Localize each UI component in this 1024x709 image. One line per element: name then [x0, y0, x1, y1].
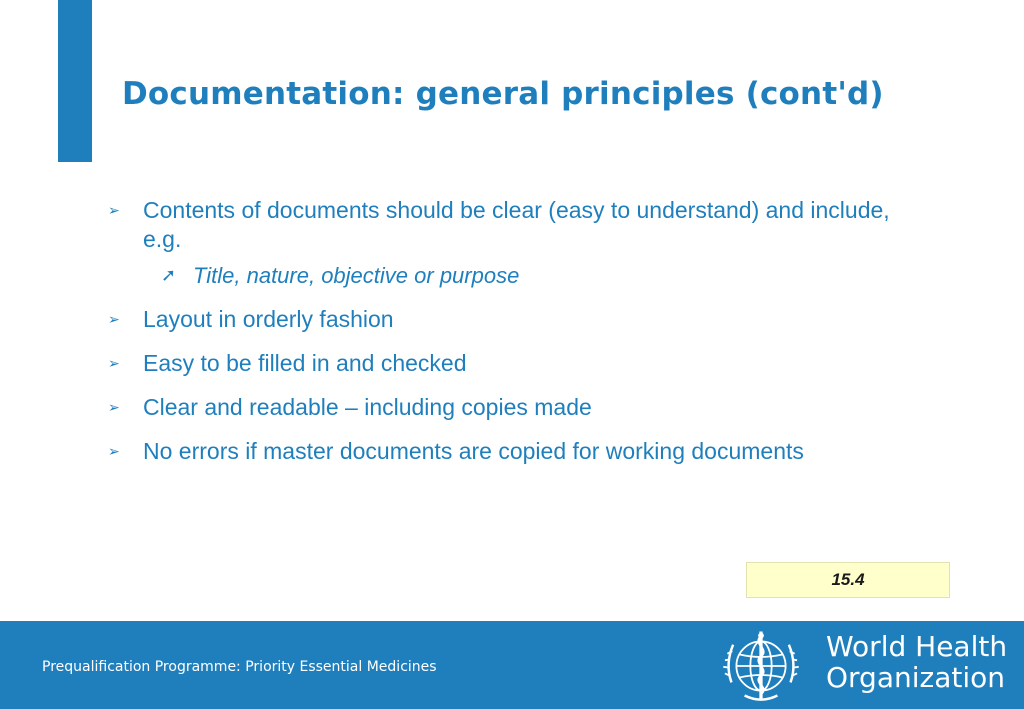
footer-programme-text: Prequalification Programme: Priority Essential Medicines: [42, 659, 437, 675]
bullet-text: Clear and readable – including copies made: [143, 394, 592, 420]
slide-title: Documentation: general principles (cont'd): [122, 76, 884, 112]
bullet-text: No errors if master documents are copied for working documents: [143, 438, 804, 464]
bullet-list: [108, 196, 928, 481]
bullet-text: Contents of documents should be clear (easy to understand) and include, e.g.: [143, 197, 890, 252]
bullet-text: Easy to be filled in and checked: [143, 350, 467, 376]
bullet-item: [108, 437, 928, 466]
bullet-marker-icon: ➢: [108, 311, 120, 327]
title-accent-bar: [58, 0, 92, 162]
organization-name-line2: Organization: [826, 661, 1006, 694]
bullet-item: [108, 349, 928, 378]
bullet-item: [108, 196, 928, 254]
bullet-marker-icon: ➢: [108, 399, 120, 415]
who-emblem-icon: [720, 625, 802, 707]
sub-bullet-marker-icon: ➚: [161, 265, 177, 285]
bullet-marker-icon: ➢: [108, 355, 120, 371]
sub-bullet-text: Title, nature, objective or purpose: [193, 263, 520, 288]
bullet-item: [108, 305, 928, 334]
footer-bar: [0, 621, 1024, 709]
organization-name: [826, 631, 1007, 693]
slide-number-badge: 15.4: [746, 562, 950, 598]
bullet-text: Layout in orderly fashion: [143, 306, 394, 332]
bullet-marker-icon: ➢: [108, 443, 120, 459]
bullet-marker-icon: ➢: [108, 202, 120, 218]
organization-name-line1: World Health: [826, 630, 1008, 663]
bullet-item: [108, 393, 928, 422]
sub-bullet-item: [108, 261, 928, 290]
